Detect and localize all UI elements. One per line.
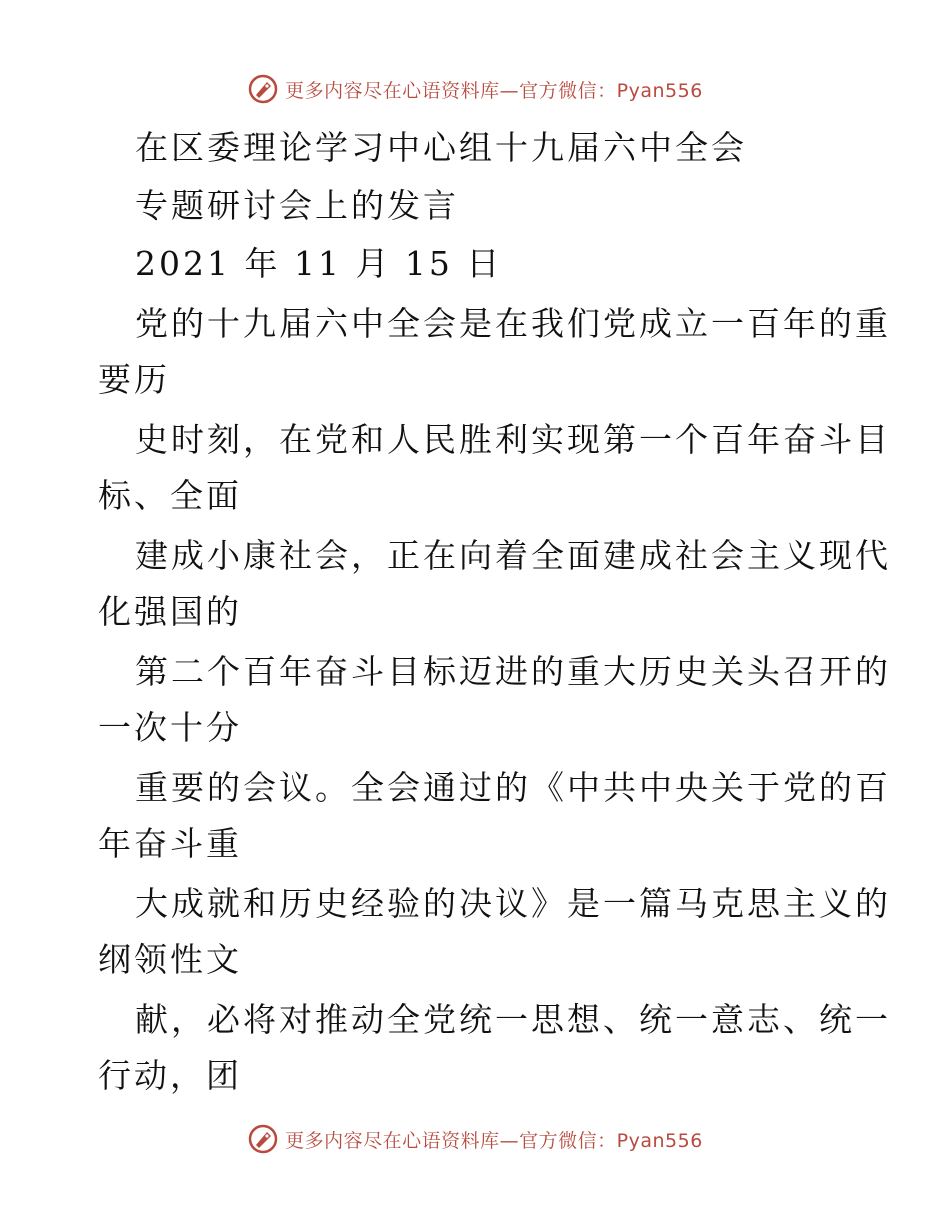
paragraph-line: 要历 [98,360,170,399]
pen-nib-logo-icon [247,73,279,105]
document-title-line-2: 专题研讨会上的发言 [135,186,459,225]
document-date: 2021 年 11 月 15 日 [135,244,503,283]
paragraph-line: 史时刻，在党和人民胜利实现第一个百年奋斗目 [135,420,891,459]
header-watermark [0,72,950,106]
footer-watermark [0,1122,950,1156]
paragraph-line: 纲领性文 [98,940,242,979]
paragraph-line: 大成就和历史经验的决议》是一篇马克思主义的 [135,884,891,923]
paragraph-line: 一次十分 [98,708,242,747]
watermark-text: 更多内容尽在心语资料库—官方微信：Pyan556 [285,1129,703,1152]
pen-nib-logo-icon [247,1123,279,1155]
paragraph-line: 献，必将对推动全党统一思想、统一意志、统一 [135,1000,891,1039]
paragraph-line: 重要的会议。全会通过的《中共中央关于党的百 [135,768,891,807]
paragraph-line: 标、全面 [98,476,242,515]
paragraph-line: 化强国的 [98,592,242,631]
paragraph-line: 建成小康社会，正在向着全面建成社会主义现代 [135,536,891,575]
watermark-text: 更多内容尽在心语资料库—官方微信：Pyan556 [285,79,703,102]
paragraph-line: 第二个百年奋斗目标迈进的重大历史关头召开的 [135,652,891,691]
paragraph-line: 年奋斗重 [98,824,242,863]
paragraph-line: 行动，团 [98,1056,242,1095]
document-title-line-1: 在区委理论学习中心组十九届六中全会 [135,128,747,167]
paragraph-line: 党的十九届六中全会是在我们党成立一百年的重 [135,304,891,343]
